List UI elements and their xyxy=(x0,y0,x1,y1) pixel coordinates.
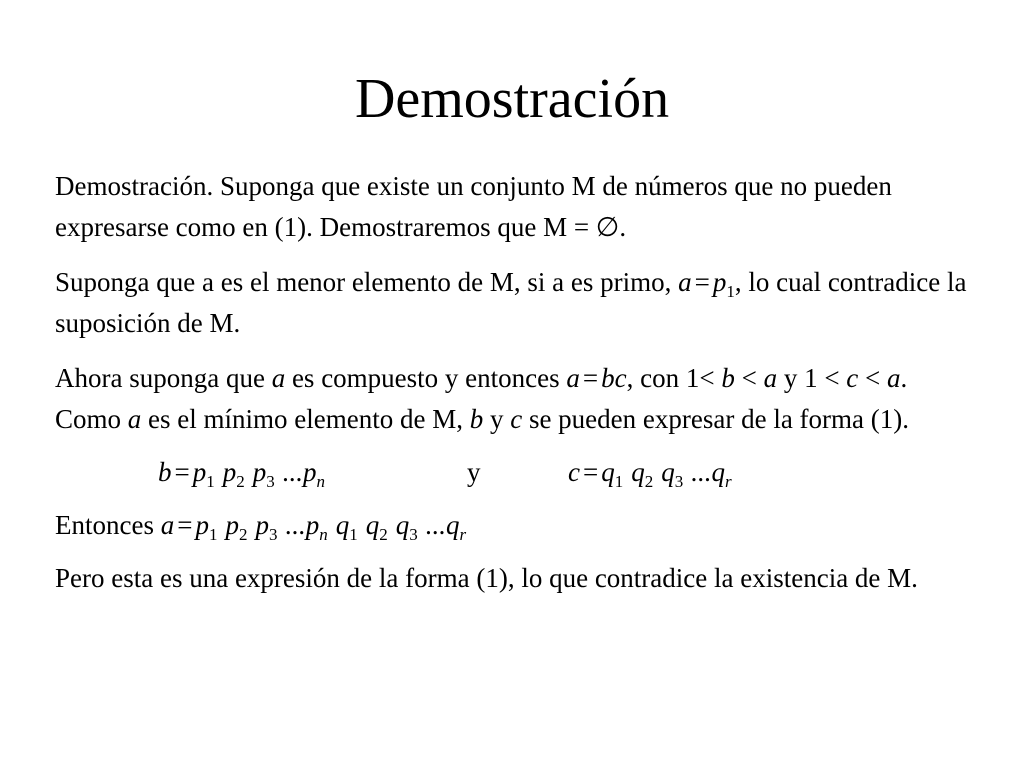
var-bc: bc xyxy=(601,363,627,393)
var-q: q xyxy=(335,510,350,540)
text-segment: Ahora suponga que xyxy=(55,363,272,393)
text-segment: y xyxy=(483,404,511,434)
var-p: p xyxy=(255,510,269,540)
var-q: q xyxy=(445,510,460,540)
paragraph-conclusion-equation xyxy=(55,505,975,546)
equals-sign: = xyxy=(174,457,190,487)
var-c: c xyxy=(846,363,859,393)
text-segment: , con 1< xyxy=(626,363,722,393)
text-segment: Entonces xyxy=(55,510,161,540)
var-p: p xyxy=(252,457,267,487)
subscript-2: 2 xyxy=(644,472,654,491)
var-p: p xyxy=(302,457,317,487)
var-p: p xyxy=(712,267,727,297)
subscript-1: 1 xyxy=(614,472,624,491)
subscript-1: 1 xyxy=(206,472,215,491)
var-b: b xyxy=(469,404,484,434)
var-b: b xyxy=(158,457,172,487)
subscript-r: r xyxy=(459,525,467,544)
subscript-2: 2 xyxy=(238,525,248,544)
var-a: a xyxy=(887,363,901,393)
var-a: a xyxy=(678,267,692,297)
var-a: a xyxy=(127,404,142,434)
subscript-2: 2 xyxy=(236,472,245,491)
var-a: a xyxy=(160,510,175,540)
factorization-equations xyxy=(55,452,975,493)
paragraph-prime-case xyxy=(55,262,975,344)
var-a: a xyxy=(271,363,286,393)
var-q: q xyxy=(661,457,675,487)
var-q: q xyxy=(365,510,380,540)
var-p: p xyxy=(192,457,207,487)
subscript-3: 3 xyxy=(268,525,278,544)
equation-b xyxy=(158,452,325,493)
equation-c xyxy=(568,452,732,493)
var-a: a xyxy=(763,363,778,393)
text-segment: y 1 < xyxy=(777,363,847,393)
equals-sign: = xyxy=(582,457,599,487)
ellipsis: ... xyxy=(285,510,306,540)
paragraph-premise: Demostración. Suponga que existe un conjunto M de números que no pueden expresarse como en (1). Demostraremos que M = ∅. xyxy=(55,171,892,242)
var-q: q xyxy=(711,457,725,487)
subscript-2: 2 xyxy=(379,525,388,544)
subscript-n: n xyxy=(319,525,328,544)
text-segment: . Como xyxy=(55,363,908,434)
subscript-1: 1 xyxy=(208,525,218,544)
subscript-1: 1 xyxy=(349,525,358,544)
slide-body xyxy=(55,166,975,613)
conjunction-y: y xyxy=(467,457,481,487)
var-p: p xyxy=(222,457,237,487)
var-q: q xyxy=(601,457,615,487)
equals-sign: = xyxy=(177,510,193,540)
var-p: p xyxy=(225,510,239,540)
var-p: p xyxy=(305,510,320,540)
var-c: c xyxy=(568,457,580,487)
subscript-3: 3 xyxy=(409,525,418,544)
subscript-r: r xyxy=(724,472,732,491)
text-segment: se pueden expresar de la forma (1). xyxy=(522,404,910,434)
ellipsis: ... xyxy=(282,457,303,487)
var-c: c xyxy=(510,404,523,434)
equals-sign: = xyxy=(582,363,599,393)
subscript-3: 3 xyxy=(674,472,684,491)
subscript-n: n xyxy=(316,472,325,491)
paragraph-composite-case xyxy=(55,358,975,440)
var-q: q xyxy=(631,457,645,487)
ellipsis: ... xyxy=(425,510,446,540)
ellipsis: ... xyxy=(691,457,712,487)
less-than: < xyxy=(858,363,888,393)
subscript-3: 3 xyxy=(266,472,275,491)
prime-case-lead: Suponga que a es el menor elemento de M, si a es primo, xyxy=(55,267,679,297)
prime-case-tail: , lo cual contradice la suposición de M. xyxy=(55,267,967,338)
paragraph-contradiction: Pero esta es una expresión de la forma (1), lo que contradice la existencia de M. xyxy=(55,563,918,593)
text-segment: es el mínimo elemento de M, xyxy=(141,404,470,434)
less-than: < xyxy=(734,363,764,393)
var-b: b xyxy=(721,363,735,393)
slide-title: Demostración xyxy=(354,68,670,130)
var-p: p xyxy=(195,510,209,540)
text-segment: es compuesto y entonces xyxy=(285,363,567,393)
subscript-1: 1 xyxy=(726,282,735,301)
var-a: a xyxy=(566,363,580,393)
equals-sign: = xyxy=(694,267,710,297)
var-q: q xyxy=(395,510,410,540)
